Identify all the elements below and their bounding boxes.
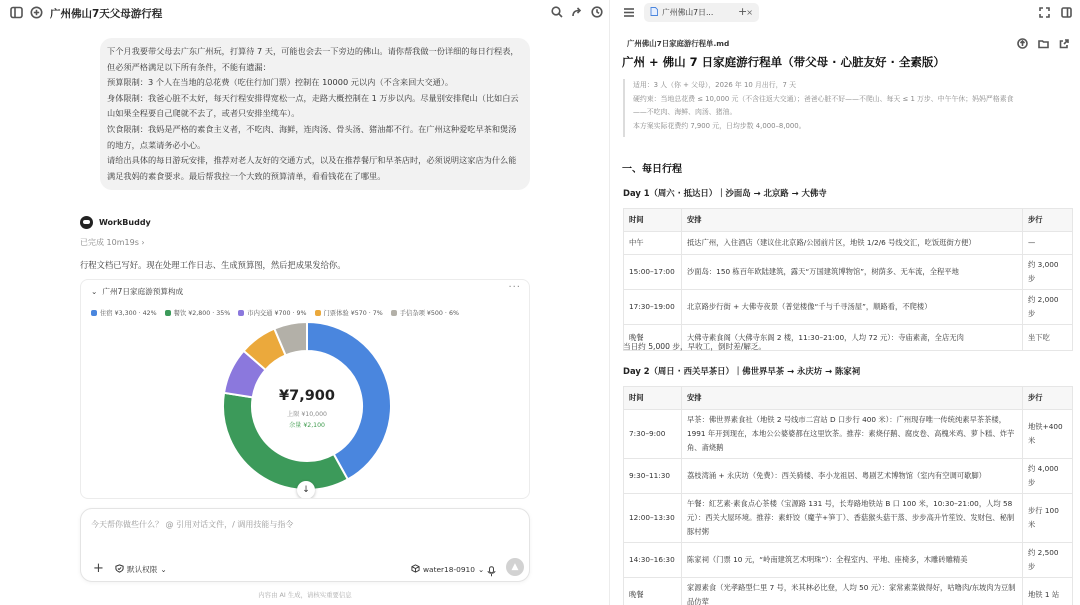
add-attachment-button[interactable]: + [93, 561, 104, 576]
send-button[interactable] [506, 558, 524, 576]
budget-chart-card [80, 279, 530, 499]
total-amount: ¥7,900 [279, 388, 335, 404]
steps-cell: 约 2,500 步 [1023, 543, 1073, 578]
scroll-down-button[interactable] [297, 481, 315, 499]
legend-label: 门票体验 ¥570 · 7% [323, 310, 383, 317]
day1-note: 当日约 5,000 步，早收工，倒时差/解乏。 [623, 342, 767, 351]
table-row [624, 255, 1073, 290]
tab-label: 广州佛山7日... [662, 8, 714, 17]
chat-topbar [0, 0, 610, 26]
time-cell: 15:00–17:00 [624, 255, 682, 290]
day2-heading: Day 2（周日 · 西关早茶日）｜佛世界早茶 → 永庆坊 → 陈家祠 [623, 366, 861, 376]
chat-input-box[interactable] [80, 508, 530, 582]
column-header: 安排 [682, 387, 1023, 410]
user-message-bubble [100, 38, 530, 190]
cube-icon [411, 564, 420, 575]
document-filename: 广州佛山7日家庭游行程单.md [627, 39, 730, 48]
plan-cell: 陈家祠（门票 10 元，“岭南建筑艺术明珠”）：全程室内、平地、座椅多，木雕砖雕精美 [682, 543, 1023, 578]
document-summary-quote [623, 79, 1068, 137]
day1-heading: Day 1（周六 · 抵达日）｜沙面岛 → 北京路 → 大佛寺 [623, 188, 827, 198]
plan-cell: 荔枝湾涌 + 永庆坊（免费）：西关骑楼、李小龙祖居、粤剧艺术博物馆（室内有空调可歇脚） [682, 459, 1023, 494]
chat-input-placeholder[interactable]: 今天帮你做些什么？ @ 引用对话文件，/ 调用技能与指令 [91, 520, 294, 529]
assistant-name: WorkBuddy [99, 217, 151, 227]
column-header: 步行 [1023, 387, 1073, 410]
chevron-down-icon: ⌄ [160, 565, 167, 574]
model-label: water18-0910 [423, 565, 475, 574]
menu-icon[interactable] [623, 7, 635, 18]
time-cell: 7:30–9:00 [624, 410, 682, 459]
column-header: 安排 [682, 209, 1023, 232]
expand-icon[interactable] [1039, 7, 1050, 18]
share-icon[interactable] [571, 6, 583, 18]
steps-cell: — [1023, 232, 1073, 255]
chevron-down-icon: ⌄ [91, 287, 98, 296]
steps-cell: 地铁+400 米 [1023, 410, 1073, 459]
table-header-row [624, 387, 1073, 410]
time-cell: 晚餐 [624, 325, 682, 351]
assistant-header [80, 214, 151, 230]
user-message-line: 饮食限制：我妈是严格的素食主义者，不吃肉、海鲜，连肉汤、骨头汤、猪油都不行。在广州这种爱吃早茶和煲汤的地方，点菜请务必小心。 [107, 123, 517, 150]
table-row [624, 578, 1073, 605]
steps-cell: 地铁 1 站 [1023, 578, 1073, 605]
assistant-reply: 行程文档已写好。现在处理工作日志、生成预算图，然后把成果发给你。 [80, 260, 346, 270]
new-chat-icon[interactable] [30, 6, 43, 19]
table-row [624, 459, 1073, 494]
steps-cell: 约 3,000 步 [1023, 255, 1073, 290]
upload-icon[interactable] [1017, 38, 1028, 49]
table-header-row [624, 209, 1073, 232]
permission-selector[interactable] [115, 564, 167, 575]
budget-remain: 余量 ¥2,100 [289, 422, 325, 429]
plan-cell: 家源素食（光孝路型仁里 7 号，米其林必比登，人均 50 元）：家常素菜做得好，咕噜肉/东坡肉为豆制品仿荤 [682, 578, 1023, 605]
legend-label: 市内交通 ¥700 · 9% [247, 310, 307, 317]
quote-line: ——不吃肉、海鲜、肉汤、猪油。 [633, 108, 737, 117]
plan-cell: 北京路步行街 + 大佛寺夜景（普觉楼像“千与千寻汤屋”，顺路看，不爬楼） [682, 290, 1023, 325]
split-view-icon[interactable] [1061, 7, 1072, 18]
donut-hole [253, 352, 361, 460]
arrow-down-icon: ↓ [302, 485, 310, 495]
day2-table [623, 386, 1073, 605]
folder-icon[interactable] [1038, 38, 1049, 49]
plan-cell: 沙面岛：150 栋百年欧陆建筑，露天“万国建筑博物馆”，树荫多、无车流，全程平地 [682, 255, 1023, 290]
user-message-line: 请给出具体的每日游玩安排，推荐对老人友好的交通方式，以及在推荐餐厅和早茶店时，必须说明这家店为什么能满足我妈的素食要求。最后帮我拉一个大致的预算清单，看看钱花在了哪里。 [107, 155, 517, 181]
workbuddy-logo-icon [80, 216, 93, 229]
table-row [624, 494, 1073, 543]
user-message-line: 身体限制：我爸心脏不太好，每天行程安排得宽松一点，走路大概控制在 1 万步以内。尽量别安排爬山（比如白云山如果全程要自己爬就不去了，或者只安排坐缆车）。 [107, 92, 519, 119]
chevron-right-icon: › [141, 238, 145, 247]
plan-cell: 大佛寺素食阁（大佛寺东阁 2 楼，11:30–21:00，人均 72 元）：寺庙素斋，全店无肉 [682, 325, 1023, 351]
search-icon[interactable] [551, 6, 563, 18]
new-tab-button[interactable]: + [738, 5, 748, 18]
user-message-line: 预算限制：3 个人在当地的总花费（吃住行加门票）控制在 10000 元以内（不含来回大交通）。 [107, 77, 454, 88]
quote-line: 本方案实际花费约 7,900 元，日均步数 4,000–8,000。 [633, 122, 806, 131]
shield-check-icon [115, 564, 124, 575]
legend-label: 餐饮 ¥2,800 · 35% [173, 310, 231, 317]
arrow-up-icon: ▲ [511, 562, 519, 572]
time-cell: 9:30–11:30 [624, 459, 682, 494]
quote-line: 硬约束：当地总花费 ≤ 10,000 元（不含往返大交通）；爸爸心脏不好——不爬山、每天 ≤ 1 万步、中午午休；妈妈严格素食 [633, 94, 1014, 103]
ai-disclaimer: 内容由 AI 生成，请核实重要信息 [258, 591, 352, 599]
legend-label: 住宿 ¥3,300 · 42% [100, 310, 157, 317]
table-row [624, 543, 1073, 578]
quote-line: 适用：3 人（你 + 父母），2026 年 10 月出行，7 天 [633, 81, 796, 89]
plan-cell: 抵达广州，入住酒店（建议住北京路/公园前片区，地铁 1/2/6 号线交汇，吃饭逛街方便） [682, 232, 1023, 255]
model-selector[interactable] [411, 564, 484, 575]
section-heading: 一、每日行程 [622, 164, 682, 175]
steps-cell: 步行 100 米 [1023, 494, 1073, 543]
steps-cell: 约 4,000 步 [1023, 459, 1073, 494]
chart-title: 广州7日家庭游预算构成 [102, 287, 184, 296]
document-pane [611, 0, 1080, 605]
close-tab-icon[interactable]: × [746, 8, 753, 17]
column-header: 步行 [1023, 209, 1073, 232]
more-options-icon[interactable]: ··· [508, 282, 521, 293]
permission-label: 默认权限 [127, 565, 158, 574]
steps-cell: 坐下吃 [1023, 325, 1073, 351]
chevron-down-icon: ⌄ [477, 565, 485, 574]
time-cell: 中午 [624, 232, 682, 255]
microphone-icon[interactable] [487, 562, 496, 581]
document-title: 广州 + 佛山 7 日家庭游行程单（带父母 · 心脏友好 · 全素版） [622, 55, 945, 69]
user-message-line: 下个月我要带父母去广东广州玩，打算待 7 天，可能也会去一下旁边的佛山。请你帮我做一份详细的每日行程表，但必须严格满足以下所有条件，不能有遗漏： [107, 46, 519, 72]
open-external-icon[interactable] [1059, 38, 1070, 49]
time-cell: 14:30–16:30 [624, 543, 682, 578]
history-icon[interactable] [591, 6, 603, 18]
sidebar-toggle-icon[interactable] [10, 6, 23, 19]
task-status[interactable] [80, 237, 145, 248]
day1-table [623, 208, 1073, 351]
task-status-text: 已完成 10m19s [80, 238, 139, 247]
chat-title: 广州佛山7天父母游行程 [50, 8, 163, 20]
plan-cell: 午餐：紅艺素·素食点心茶楼（宝源路 131 号，长寿路地铁站 B 口 100 米，10:30–21:00，人均 58 元）：西关大屋环境。推荐：素虾饺（魔芋+笋丁）、香菇猴头菇干蒸、步步高升竹笙饺、发财包、秘制豚村粥 [682, 494, 1023, 543]
table-row [624, 290, 1073, 325]
steps-cell: 约 2,000 步 [1023, 290, 1073, 325]
column-header: 时间 [624, 387, 682, 410]
time-cell: 12:00–13:30 [624, 494, 682, 543]
plan-cell: 早茶：佛世界素食社（地铁 2 号线市二宫站 D 口步行 400 米）：广州现存唯一传统纯素早茶茶楼，1991 年开到现在，本地公公婆婆都在这里饮茶。推荐：素烧仔鹅、腐皮卷、高槐米鸡、萝卜糕、炸芋角、斋烧鹅 [682, 410, 1023, 459]
document-file-icon [650, 7, 658, 18]
table-row [624, 232, 1073, 255]
budget-limit: 上限 ¥10,000 [287, 411, 327, 418]
column-header: 时间 [624, 209, 682, 232]
time-cell: 17:30–19:00 [624, 290, 682, 325]
table-row [624, 410, 1073, 459]
time-cell: 晚餐 [624, 578, 682, 605]
legend-label: 手信杂项 ¥500 · 6% [399, 310, 459, 317]
